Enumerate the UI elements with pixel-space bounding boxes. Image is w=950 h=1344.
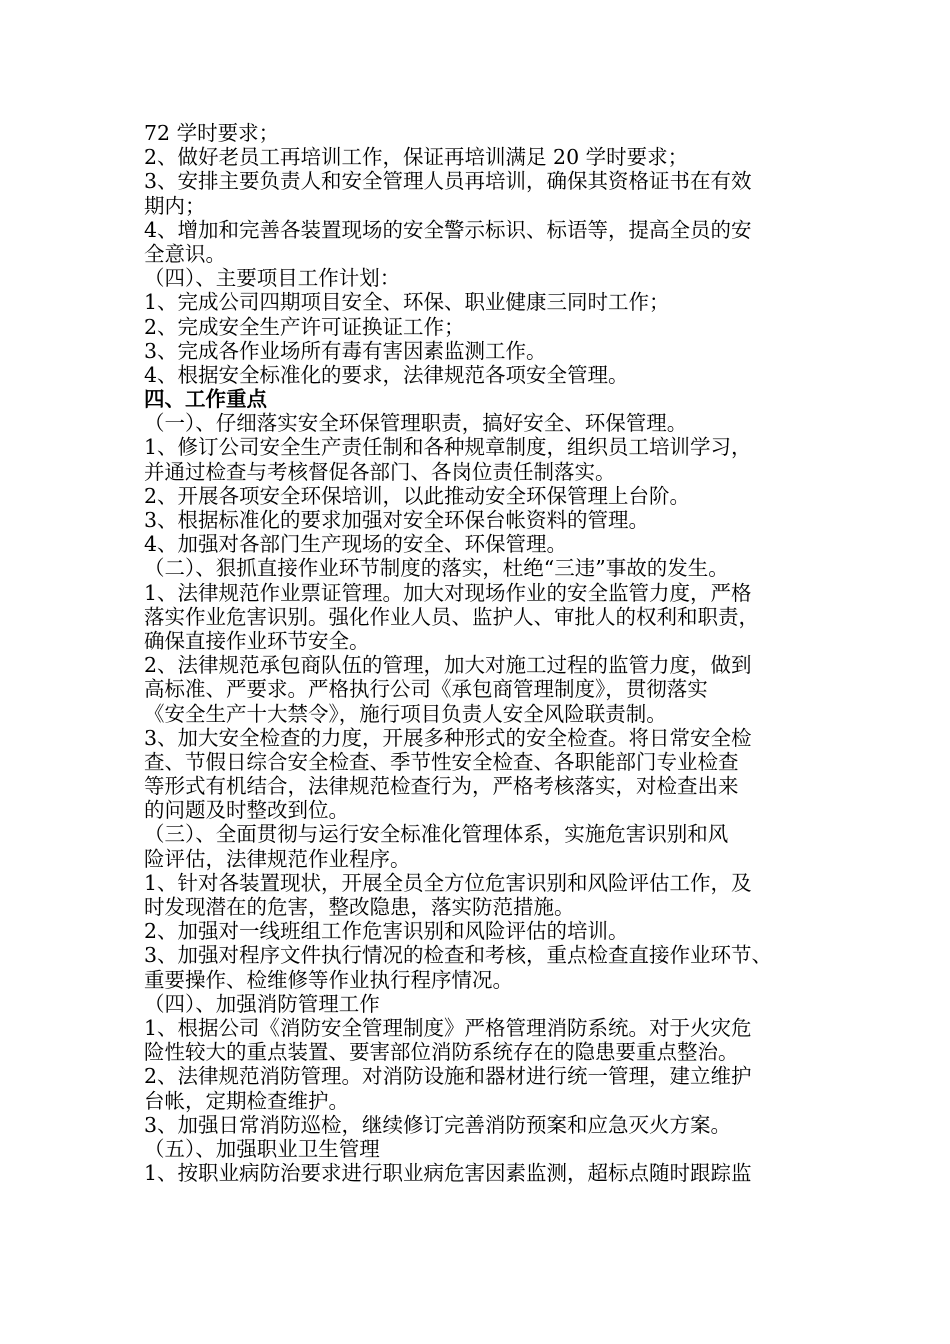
text-line: 2、法律规范承包商队伍的管理，加大对施工过程的监管力度，做到	[144, 653, 752, 678]
text-line: 1、按职业病防治要求进行职业病危害因素监测，超标点随时跟踪监	[144, 1161, 752, 1186]
text-line: 险性较大的重点装置、要害部位消防系统存在的隐患要重点整治。	[144, 1040, 739, 1065]
text-line: 并通过检查与考核督促各部门、各岗位责任制落实。	[144, 459, 616, 484]
subsection-heading: （二）、狠抓直接作业环节制度的落实，杜绝“三违”事故的发生。	[144, 556, 729, 581]
text-line: 2、开展各项安全环保培训，以此推动安全环保管理上台阶。	[144, 483, 691, 508]
text-line: 2、完成安全生产许可证换证工作；	[144, 314, 465, 339]
subsection-heading: （一）、仔细落实安全环保管理职责，搞好安全、环保管理。	[144, 411, 688, 436]
text-line: 3、加大安全检查的力度，开展多种形式的安全检查。将日常安全检	[144, 725, 752, 750]
subsection-heading: （五）、加强职业卫生管理	[144, 1136, 380, 1161]
text-line: 落实作业危害识别。强化作业人员、监护人、审批人的权利和职责，	[144, 604, 759, 629]
text-line: 2、法律规范消防管理。对消防设施和器材进行统一管理，建立维护	[144, 1064, 752, 1089]
text-line: 3、根据标准化的要求加强对安全环保台帐资料的管理。	[144, 508, 650, 532]
text-line: 4、增加和完善各装置现场的安全警示标识、标语等，提高全员的安	[144, 217, 752, 242]
text-line: 3、加强对程序文件执行情况的检查和考核，重点检查直接作业环节、	[144, 943, 773, 968]
text-line: 1、修订公司安全生产责任制和各种规章制度，组织员工培训学习，	[144, 435, 752, 460]
text-line: 时发现潜在的危害，整改隐患，落实防范措施。	[144, 895, 575, 919]
subsection-heading: （四）、加强消防管理工作	[144, 991, 380, 1016]
text-line: 1、针对各装置现状，开展全员全方位危害识别和风险评估工作，及	[144, 870, 752, 895]
text-line: 72 学时要求；	[144, 121, 280, 145]
text-line: 1、法律规范作业票证管理。加大对现场作业的安全监管力度，严格	[144, 580, 752, 605]
text-line: 4、加强对各部门生产现场的安全、环保管理。	[144, 532, 568, 557]
text-line: 查、节假日综合安全检查、季节性安全检查、各职能部门专业检查	[144, 749, 739, 774]
text-line: 等形式有机结合，法律规范检查行为，严格考核落实，对检查出来	[144, 774, 739, 799]
text-line: 3、安排主要负责人和安全管理人员再培训，确保其资格证书在有效	[144, 169, 752, 194]
text-line: 1、完成公司四期项目安全、环保、职业健康三同时工作；	[144, 290, 670, 315]
text-line: 4、根据安全标准化的要求，法律规范各项安全管理。	[144, 362, 629, 387]
text-line: 高标准、严要求。严格执行公司《承包商管理制度》，贯彻落实	[144, 677, 708, 702]
text-line: 1、根据公司《消防安全管理制度》严格管理消防系统。对于火灾危	[144, 1015, 752, 1040]
text-line: 全意识。	[144, 241, 226, 266]
section-heading: 四、工作重点	[144, 387, 267, 412]
text-line: 险评估，法律规范作业程序。	[144, 846, 411, 871]
text-line: 2、加强对一线班组工作危害识别和风险评估的培训。	[144, 919, 629, 944]
text-line: 3、加强日常消防巡检，继续修订完善消防预案和应急灭火方案。	[144, 1112, 732, 1137]
text-line: 台帐，定期检查维护。	[144, 1088, 349, 1113]
text-line: 的问题及时整改到位。	[144, 798, 349, 823]
text-line: 期内；	[144, 193, 206, 218]
text-line: 《安全生产十大禁令》，施行项目负责人安全风险联责制。	[144, 701, 667, 726]
document-body	[144, 121, 834, 1185]
subsection-heading: （四）、主要项目工作计划：	[144, 266, 401, 291]
text-line: 确保直接作业环节安全。	[144, 628, 370, 653]
text-line: 2、做好老员工再培训工作，保证再培训满足 20 学时要求；	[144, 145, 689, 170]
text-line: 重要操作、检维修等作业执行程序情况。	[144, 967, 513, 992]
subsection-heading: （三）、全面贯彻与运行安全标准化管理体系，实施危害识别和风	[144, 822, 729, 847]
text-line: 3、完成各作业场所有毒有害因素监测工作。	[144, 338, 547, 363]
